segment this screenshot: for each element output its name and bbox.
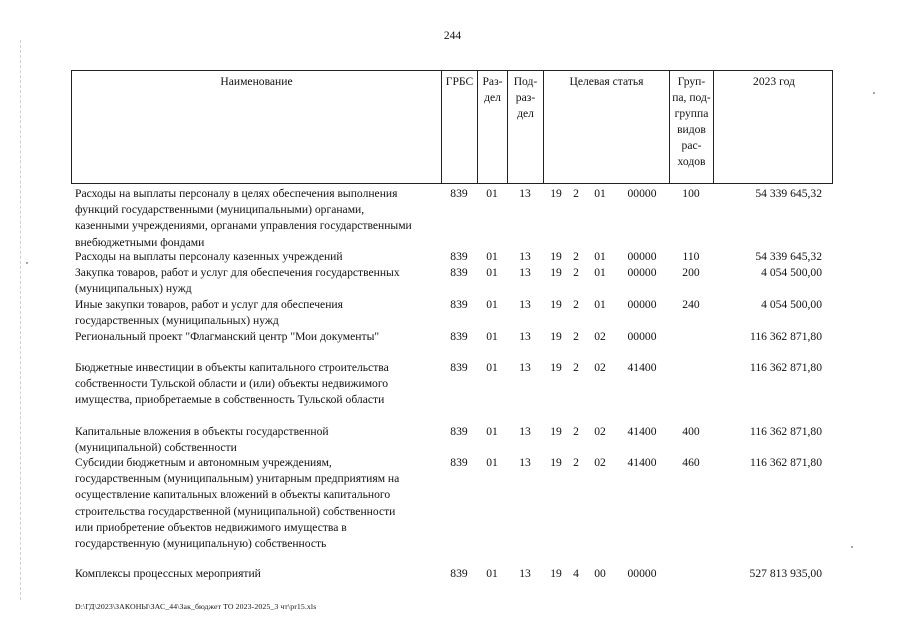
left-margin-line [20, 40, 21, 600]
row-name [75, 360, 437, 409]
cell-podrazdel: 13 [519, 456, 531, 469]
cell-t3: 02 [594, 425, 606, 438]
cell-podrazdel: 13 [519, 425, 531, 438]
row-name-line: (муниципальных) нужд [75, 282, 192, 296]
cell-razdel: 01 [486, 456, 498, 469]
row-name-line: (муниципальной) собственности [75, 441, 237, 455]
cell-t4: 00000 [627, 266, 657, 279]
cell-razdel: 01 [486, 330, 498, 343]
row-name-line: осуществление капитальных вложений в объекты капитального [75, 488, 391, 502]
row-name-line: Иные закупки товаров, работ и услуг для обеспечения [75, 298, 343, 311]
cell-t2: 2 [573, 330, 579, 343]
row-name [75, 424, 437, 456]
cell-grbs: 839 [450, 330, 468, 343]
cell-t2: 2 [573, 425, 579, 438]
row-name-line: Бюджетные инвестиции в объекты капитального строительства [75, 361, 389, 374]
row-name-line: Расходы на выплаты персоналу в целях обеспечения выполнения [75, 187, 398, 200]
cell-vr: 110 [682, 250, 700, 263]
cell-vr: 100 [682, 187, 700, 200]
scan-speck [851, 546, 853, 548]
cell-podrazdel: 13 [519, 361, 531, 374]
cell-podrazdel: 13 [519, 330, 531, 343]
cell-grbs: 839 [450, 187, 468, 200]
cell-t3: 01 [594, 298, 606, 311]
cell-t2: 2 [573, 298, 579, 311]
row-name-line: функций государственными (муниципальными) органами, [75, 203, 365, 217]
cell-t1: 19 [550, 298, 562, 311]
row-name [75, 455, 437, 552]
cell-t4: 41400 [627, 456, 657, 469]
cell-t4: 00000 [627, 298, 657, 311]
header-grbs: ГРБС [442, 71, 478, 183]
row-name [75, 249, 437, 265]
cell-t2: 2 [573, 266, 579, 279]
cell-sum: 4 054 500,00 [761, 298, 822, 311]
cell-razdel: 01 [486, 187, 498, 200]
cell-sum: 116 362 871,80 [749, 456, 822, 469]
cell-podrazdel: 13 [519, 298, 531, 311]
cell-t4: 00000 [627, 250, 657, 263]
cell-t3: 00 [594, 567, 606, 580]
cell-grbs: 839 [450, 425, 468, 438]
cell-sum: 527 813 935,00 [749, 567, 822, 580]
row-name-line: Комплексы процессных мероприятий [75, 567, 261, 580]
row-name [75, 265, 437, 297]
cell-grbs: 839 [450, 456, 468, 469]
row-name [75, 566, 437, 582]
header-razdel: Раз- дел [478, 71, 508, 183]
row-name-line: внебюджетными фондами [75, 235, 205, 249]
cell-podrazdel: 13 [519, 266, 531, 279]
cell-t1: 19 [550, 567, 562, 580]
cell-sum: 116 362 871,80 [749, 425, 822, 438]
scan-speck [873, 92, 875, 94]
row-name-line: собственности Тульской области и (или) объекты недвижимого [75, 377, 389, 391]
cell-sum: 4 054 500,00 [761, 266, 822, 279]
cell-razdel: 01 [486, 298, 498, 311]
row-name-line: Расходы на выплаты персоналу казенных учреждений [75, 250, 343, 263]
cell-t3: 02 [594, 456, 606, 469]
scan-speck [26, 262, 28, 264]
row-name-line: Закупка товаров, работ и услуг для обеспечения государственных [75, 266, 400, 279]
cell-vr: 460 [682, 456, 700, 469]
cell-sum: 54 339 645,32 [755, 250, 822, 263]
row-name-line: государственных (муниципальных) нужд [75, 314, 279, 328]
row-name-line: строительства государственной (муниципальной) собственности [75, 504, 396, 518]
file-path: D:\ГД\2023\ЗАКОНЫ\ЗАС_44\Зак_бюджет ТО 2023-2025_3 чт\pr15.xls [75, 602, 317, 611]
cell-t1: 19 [550, 330, 562, 343]
row-name-line: государственную (муниципальную) собственность [75, 537, 327, 551]
cell-grbs: 839 [450, 298, 468, 311]
row-name [75, 297, 437, 329]
header-year: 2023 год [753, 75, 795, 88]
header-group: Груп- па, под- группа видов рас- ходов [670, 71, 714, 183]
cell-t1: 19 [550, 456, 562, 469]
cell-t3: 01 [594, 266, 606, 279]
cell-t2: 2 [573, 361, 579, 374]
cell-razdel: 01 [486, 266, 498, 279]
cell-t3: 02 [594, 330, 606, 343]
cell-t4: 00000 [627, 330, 657, 343]
cell-t2: 4 [573, 567, 579, 580]
cell-vr: 200 [682, 266, 700, 279]
cell-t1: 19 [550, 266, 562, 279]
cell-razdel: 01 [486, 250, 498, 263]
cell-t1: 19 [550, 250, 562, 263]
page-number: 244 [443, 30, 462, 42]
cell-razdel: 01 [486, 567, 498, 580]
header-target: Целевая статья [544, 71, 670, 183]
header-name: Наименование [72, 71, 442, 183]
cell-t2: 2 [573, 187, 579, 200]
row-name [75, 186, 437, 251]
cell-podrazdel: 13 [519, 567, 531, 580]
row-name-line: или приобретение объектов недвижимого имущества в [75, 520, 347, 534]
row-name-line: имущества, приобретаемые в собственность Тульской области [75, 393, 385, 407]
table-header [71, 70, 833, 184]
row-name-line: государственным (муниципальным) унитарным предприятиям на [75, 472, 400, 486]
cell-vr: 400 [682, 425, 700, 438]
cell-t4: 41400 [627, 425, 657, 438]
cell-t4: 41400 [627, 361, 657, 374]
row-name [75, 329, 437, 345]
cell-t2: 2 [573, 456, 579, 469]
cell-sum: 116 362 871,80 [749, 361, 822, 374]
row-name-line: Субсидии бюджетным и автономным учреждениям, [75, 456, 332, 469]
cell-podrazdel: 13 [519, 250, 531, 263]
cell-grbs: 839 [450, 361, 468, 374]
cell-t3: 02 [594, 361, 606, 374]
cell-t3: 01 [594, 187, 606, 200]
cell-grbs: 839 [450, 266, 468, 279]
cell-t4: 00000 [627, 187, 657, 200]
cell-t1: 19 [550, 187, 562, 200]
row-name-line: казенными учреждениями, органами управления государственными [75, 219, 412, 233]
cell-sum: 116 362 871,80 [749, 330, 822, 343]
cell-razdel: 01 [486, 361, 498, 374]
cell-vr: 240 [682, 298, 700, 311]
cell-t1: 19 [550, 361, 562, 374]
cell-sum: 54 339 645,32 [755, 187, 822, 200]
cell-t1: 19 [550, 425, 562, 438]
cell-grbs: 839 [450, 250, 468, 263]
cell-t2: 2 [573, 250, 579, 263]
cell-razdel: 01 [486, 425, 498, 438]
row-name-line: Региональный проект "Флагманский центр "Мои документы" [75, 330, 380, 343]
cell-t3: 01 [594, 250, 606, 263]
cell-grbs: 839 [450, 567, 468, 580]
row-name-line: Капитальные вложения в объекты государственной [75, 425, 329, 438]
header-podrazdel: Под- раз- дел [508, 71, 544, 183]
cell-t4: 00000 [627, 567, 657, 580]
cell-podrazdel: 13 [519, 187, 531, 200]
